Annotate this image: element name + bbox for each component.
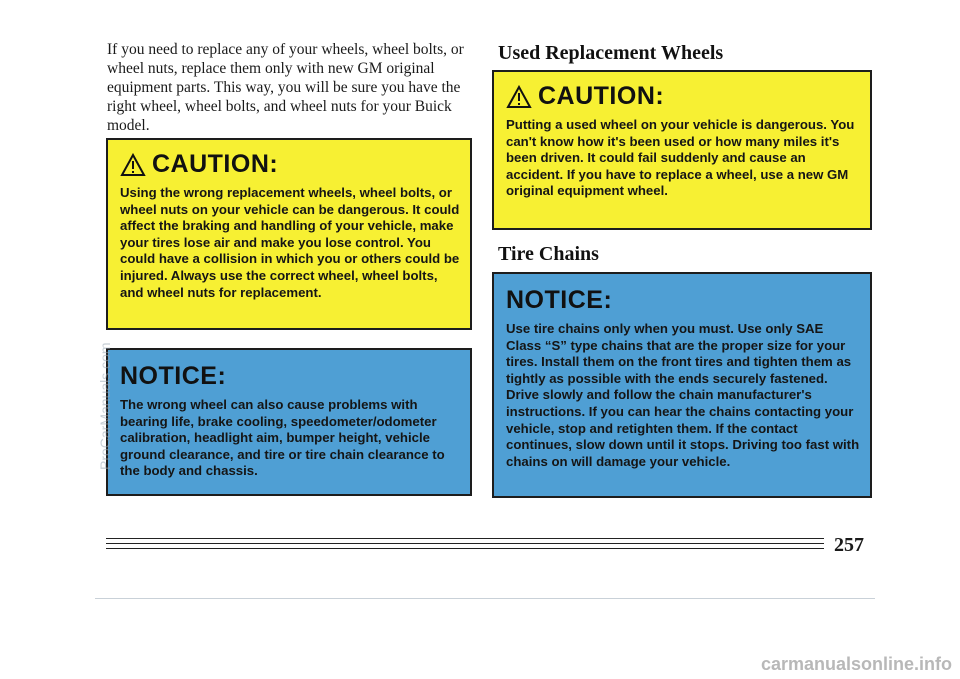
footer-watermark: carmanualsonline.info xyxy=(760,654,952,674)
tire-chains-notice-box xyxy=(492,272,872,498)
caution-text-part2: original equipment wheel. xyxy=(506,183,668,199)
wrong-wheel-notice-box xyxy=(106,348,472,496)
tire-chains-notice-title: NOTICE: xyxy=(506,286,613,314)
page-number: 257 xyxy=(834,534,864,556)
wrong-wheels-caution-box xyxy=(106,138,472,330)
caution-text-emphasis: new GM xyxy=(797,166,849,182)
caution-text-part1: Putting a used wheel on your vehicle is dangerous. You can't know how it's been used or how many miles it's been driven. It could fail suddenly and cause an accident. If you have to replace a wheel, use a xyxy=(506,117,855,182)
footer-rule-top xyxy=(106,538,824,539)
footer-rule-bottom xyxy=(106,548,824,549)
caution-title-row xyxy=(120,150,460,179)
tire-chains-notice-body: Use tire chains only when you must. Use only SAE Class “S” type chains that are the proper size for your tires. Install them on the front tires and tighten them as tightly as possible with the ends securely fastened. Drive slowly and follow the chain manufacturer's instructions. If you can hear the chains contacting your vehicle, stop and retighten them. If the contact continues, slow down until it stops. Driving too fast with chains on will damage your vehicle. xyxy=(506,321,860,469)
caution-title: CAUTION: xyxy=(152,150,279,178)
caution-body: Using the wrong replacement wheels, wheel bolts, or wheel nuts on your vehicle can be dangerous. It could affect the braking and handling of your vehicle, make your tires lose air and make you lose control. You could have a collision in which you or others could be injured. Always use the correct wheel, wheel bolts, and wheel nuts for replacement. xyxy=(120,185,460,300)
footer-rule-middle xyxy=(106,543,824,544)
warning-triangle-icon xyxy=(506,85,532,109)
used-wheel-caution-title-row xyxy=(506,82,860,111)
bottom-scan-line xyxy=(95,598,875,599)
used-wheel-caution-box xyxy=(492,70,872,230)
tire-chains-heading: Tire Chains xyxy=(498,243,599,265)
notice-body: The wrong wheel can also cause problems with bearing life, brake cooling, speedometer/odometer calibration, headlight aim, bumper height, vehicle ground clearance, and tire or tire chain clearance to the body and chassis. xyxy=(120,397,445,479)
side-watermark: ProCarManuals.com xyxy=(97,342,113,470)
used-wheel-caution-body xyxy=(506,117,860,200)
intro-paragraph: If you need to replace any of your wheels, wheel bolts, or wheel nuts, replace them only with new GM original equipment parts. This way, you will be sure you have the right wheel, wheel bolts, and wheel nuts for your Buick model. xyxy=(107,41,464,134)
used-wheel-caution-title: CAUTION: xyxy=(538,82,665,110)
used-replacement-wheels-heading: Used Replacement Wheels xyxy=(498,42,724,64)
warning-triangle-icon xyxy=(120,153,146,177)
notice-title: NOTICE: xyxy=(120,362,227,390)
